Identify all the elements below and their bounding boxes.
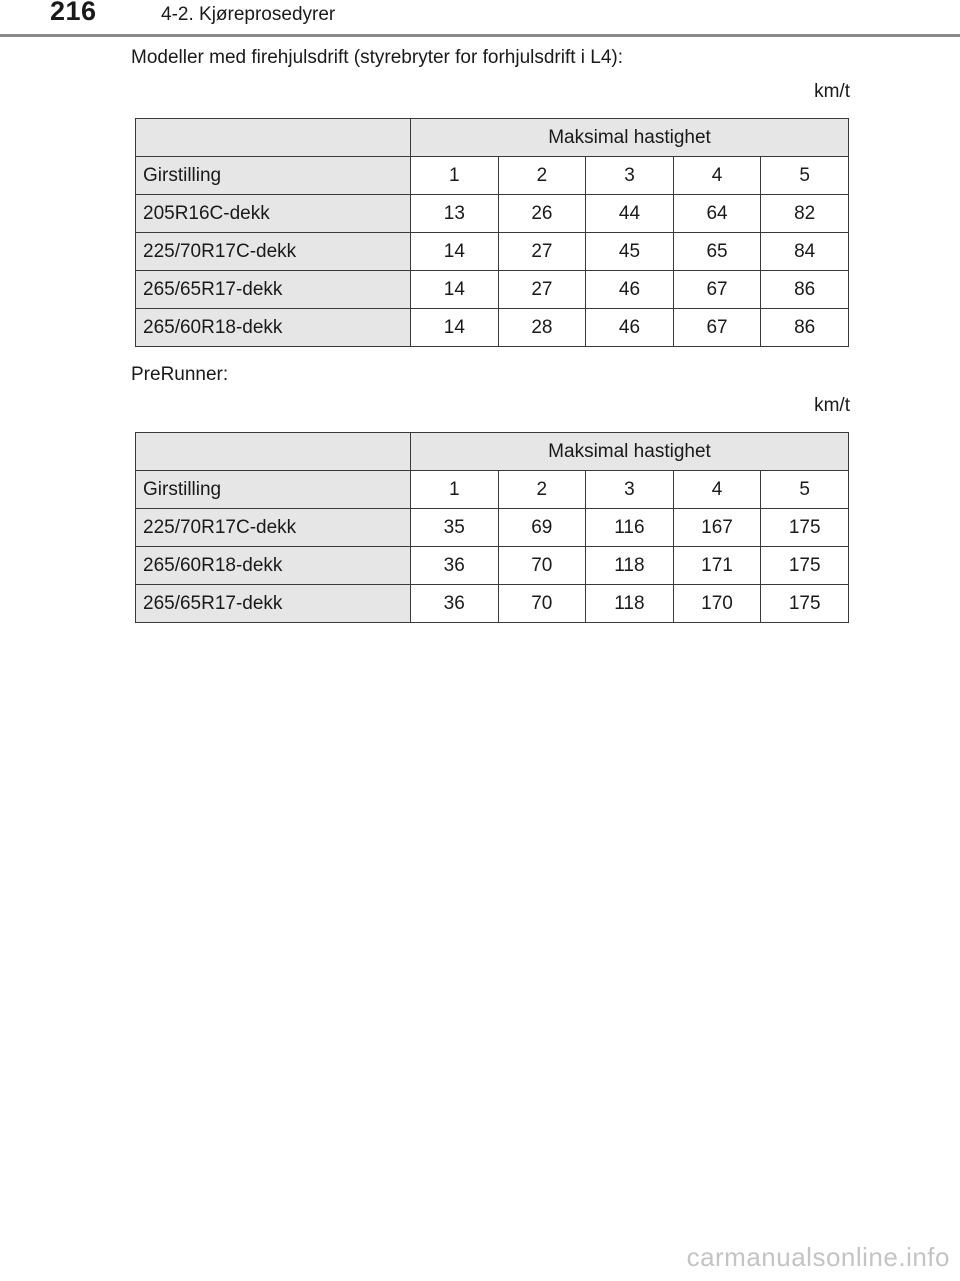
header-divider	[0, 34, 960, 37]
table-row	[136, 233, 849, 271]
speed-value: 86	[761, 271, 849, 309]
speed-value: 36	[410, 547, 498, 585]
speed-value: 70	[498, 585, 586, 623]
table-row	[136, 309, 849, 347]
section1-unit: km/t	[814, 81, 850, 102]
tire-label: 265/65R17-dekk	[136, 271, 411, 309]
max-speed-table-4wd	[135, 118, 849, 347]
speed-value: 44	[586, 195, 674, 233]
tire-label: 205R16C-dekk	[136, 195, 411, 233]
gear-cell: 3	[586, 471, 674, 509]
gear-cell: 1	[411, 157, 499, 195]
speed-value: 118	[586, 585, 674, 623]
tire-label: 225/70R17C-dekk	[136, 509, 411, 547]
section2-unit: km/t	[814, 395, 850, 416]
speed-value: 14	[411, 233, 499, 271]
table-row	[136, 509, 849, 547]
gear-cell: 5	[761, 157, 849, 195]
speed-value: 118	[586, 547, 674, 585]
speed-value: 86	[761, 309, 849, 347]
speed-value: 65	[673, 233, 761, 271]
speed-value: 46	[586, 271, 674, 309]
speed-value: 175	[761, 509, 849, 547]
table-row	[136, 271, 849, 309]
speed-value: 170	[673, 585, 761, 623]
speed-value: 46	[586, 309, 674, 347]
gear-cell: 2	[498, 471, 586, 509]
speed-value: 36	[410, 585, 498, 623]
gear-cell: 4	[673, 471, 761, 509]
table-row	[136, 547, 849, 585]
group-header: Maksimal hastighet	[411, 119, 849, 157]
gear-row-label: Girstilling	[136, 157, 411, 195]
gear-cell: 1	[410, 471, 498, 509]
table-header-row	[136, 119, 849, 157]
speed-value: 35	[410, 509, 498, 547]
header-blank-cell	[136, 433, 411, 471]
gear-cell: 4	[673, 157, 761, 195]
speed-value: 27	[498, 271, 586, 309]
table-row	[136, 585, 849, 623]
gear-row-label: Girstilling	[136, 471, 411, 509]
speed-value: 84	[761, 233, 849, 271]
speed-value: 26	[498, 195, 586, 233]
speed-value: 27	[498, 233, 586, 271]
speed-value: 28	[498, 309, 586, 347]
watermark: carmanualsonline.info	[686, 1242, 950, 1272]
speed-value: 67	[673, 309, 761, 347]
section2-caption: PreRunner:	[131, 364, 229, 385]
section-title: 4-2. Kjøreprosedyrer	[161, 4, 336, 25]
speed-value: 171	[673, 547, 761, 585]
table-row	[136, 195, 849, 233]
tire-label: 265/60R18-dekk	[136, 547, 411, 585]
speed-value: 13	[411, 195, 499, 233]
header-blank-cell	[136, 119, 411, 157]
speed-value: 14	[411, 309, 499, 347]
speed-value: 116	[586, 509, 674, 547]
table-header-row	[136, 433, 849, 471]
speed-value: 69	[498, 509, 586, 547]
speed-value: 14	[411, 271, 499, 309]
gear-row	[136, 157, 849, 195]
speed-value: 167	[673, 509, 761, 547]
speed-value: 70	[498, 547, 586, 585]
speed-value: 82	[761, 195, 849, 233]
tire-label: 225/70R17C-dekk	[136, 233, 411, 271]
tire-label: 265/60R18-dekk	[136, 309, 411, 347]
page-number: 216	[50, 0, 97, 26]
tire-label: 265/65R17-dekk	[136, 585, 411, 623]
speed-value: 45	[586, 233, 674, 271]
speed-value: 175	[761, 547, 849, 585]
speed-value: 64	[673, 195, 761, 233]
section1-caption: Modeller med firehjulsdrift (styrebryter for forhjulsdrift i L4):	[131, 47, 624, 68]
group-header: Maksimal hastighet	[410, 433, 848, 471]
page-header	[0, 0, 960, 40]
gear-cell: 3	[586, 157, 674, 195]
speed-value: 175	[761, 585, 849, 623]
gear-cell: 2	[498, 157, 586, 195]
max-speed-table-prerunner	[135, 432, 849, 623]
gear-cell: 5	[761, 471, 849, 509]
gear-row	[136, 471, 849, 509]
speed-value: 67	[673, 271, 761, 309]
